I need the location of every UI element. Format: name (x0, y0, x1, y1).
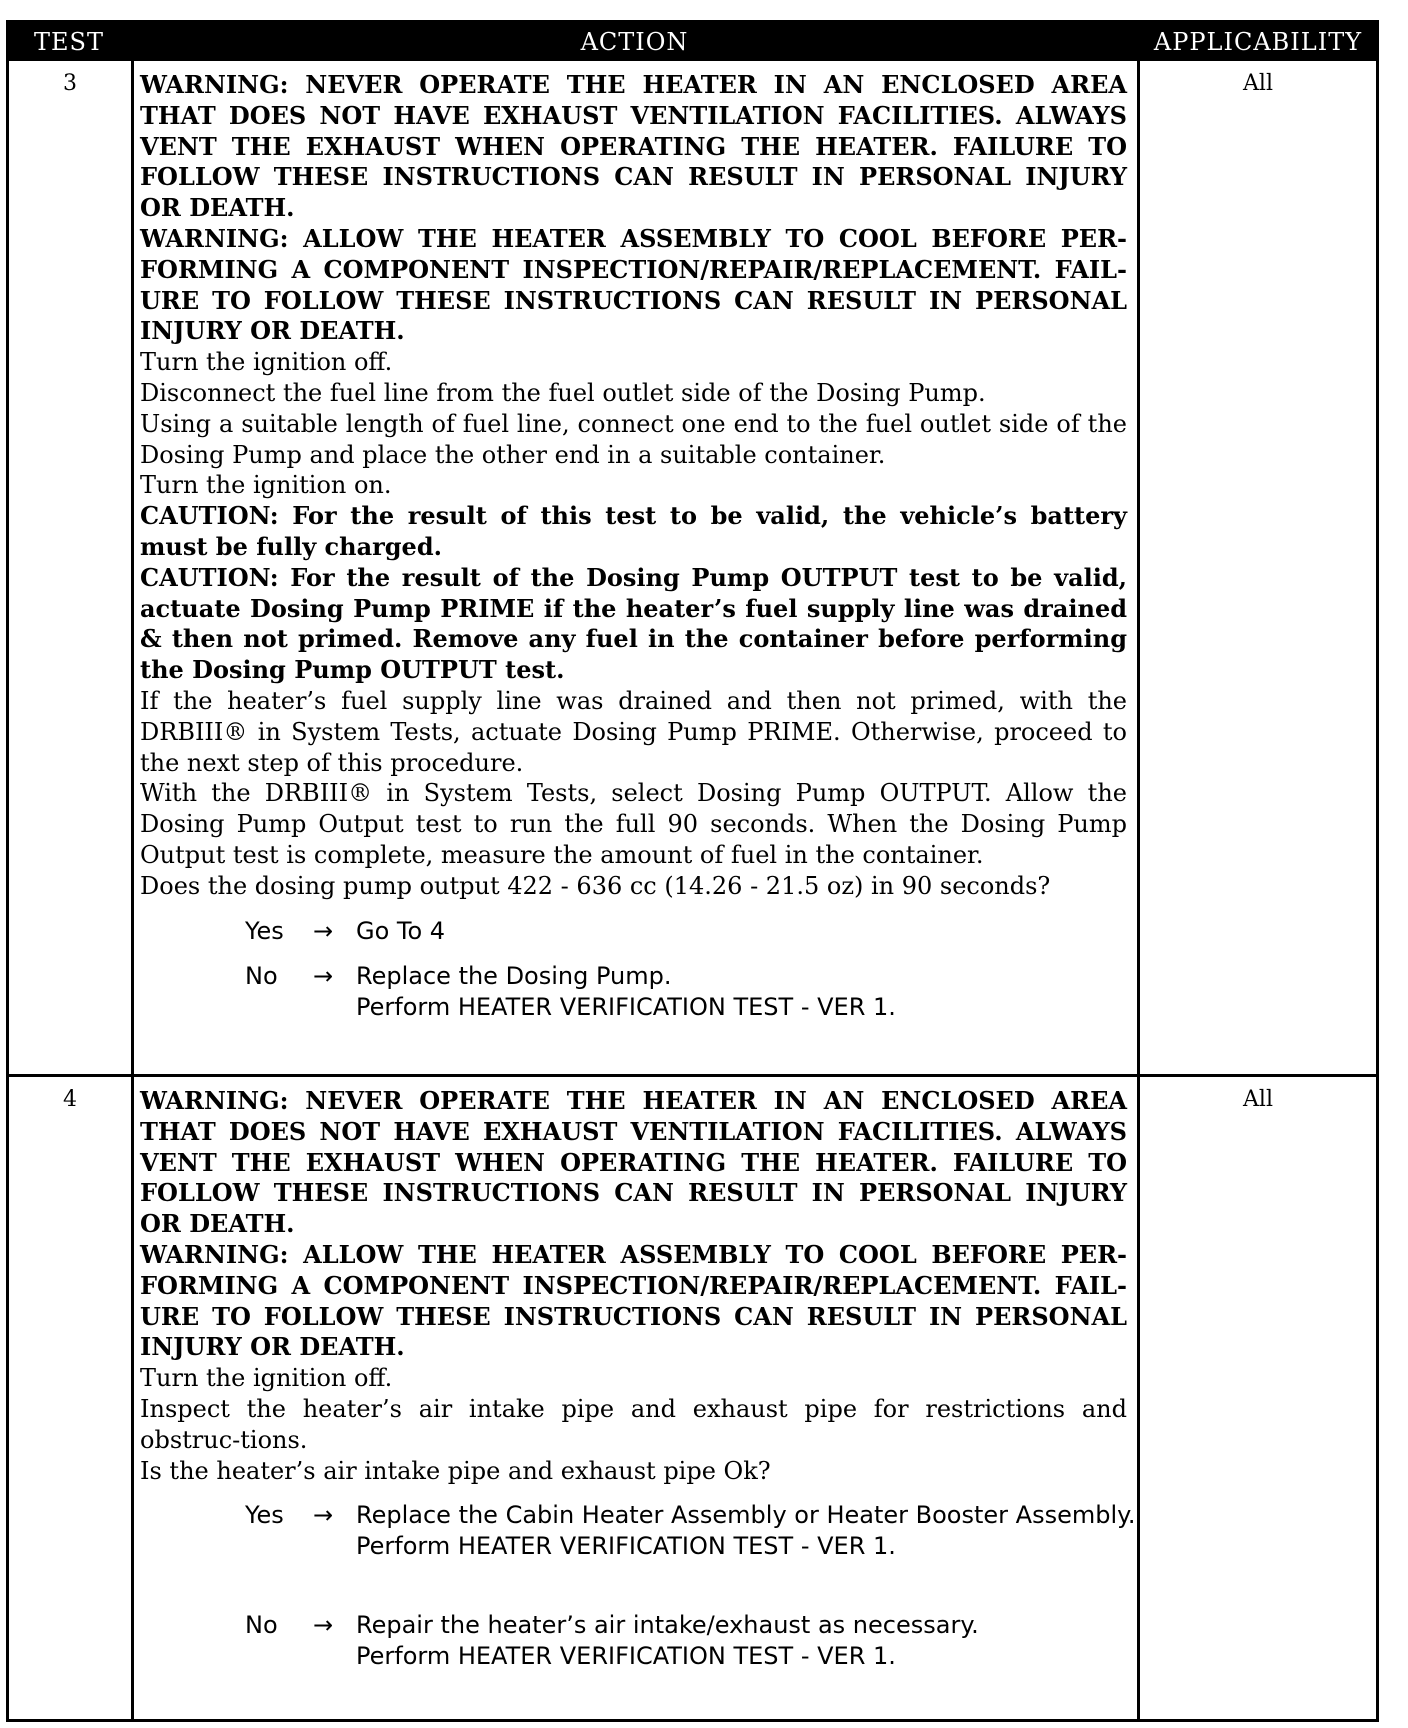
no-answer (140, 1610, 1127, 1641)
no-result: Repair the heater’s air intake/exhaust as necessary. (356, 1611, 979, 1640)
header-action: ACTION (580, 28, 689, 56)
test-action (140, 70, 1127, 1023)
yes-answer (140, 916, 1127, 947)
test-row-4 (9, 1077, 1376, 1719)
test-number: 4 (63, 1087, 77, 1112)
yes-answer (140, 1500, 1136, 1531)
action-paragraph: WARNING: ALLOW THE HEATER ASSEMBLY TO COOL BEFORE PER-FORMING A COMPONENT INSPECTION/REPAIR/REPLACEMENT. FAIL-URE TO FOLLOW THESE INSTRUCTIONS CAN RESULT IN PERSONAL INJURY OR DEATH. (140, 1239, 1127, 1362)
action-paragraph: With the DRBIII® in System Tests, select Dosing Pump OUTPUT. Allow the Dosing Pump Output test to run the full 90 seconds. When the Dosing Pump Output test is complete, measure the amount of fuel in the container. (140, 779, 1127, 869)
arrow-right-icon: → (313, 916, 334, 945)
action-paragraph: If the heater’s fuel supply line was drained and then not primed, with the DRBIII® in System Tests, actuate Dosing Pump PRIME. Otherwise, proceed to the next step of this procedure. (140, 686, 1127, 777)
action-paragraph: Disconnect the fuel line from the fuel outlet side of the Dosing Pump. (140, 378, 986, 407)
no-result: Replace the Dosing Pump. (356, 961, 672, 990)
test-action (140, 1086, 1136, 1672)
action-paragraph: Turn the ignition off. (140, 1364, 393, 1393)
arrow-right-icon: → (313, 1611, 334, 1640)
test-applicability: All (1243, 71, 1273, 96)
action-paragraph: CAUTION: For the result of this test to be valid, the vehicle’s battery must be fully charged. (140, 501, 1127, 561)
no-result: Perform HEATER VERIFICATION TEST - VER 1. (356, 1642, 896, 1671)
no-label: No (245, 961, 278, 990)
no-answer-continued (140, 992, 1127, 1023)
action-paragraph: Using a suitable length of fuel line, connect one end to the fuel outlet side of the Dosing Pump and place the other end in a suitable container. (140, 409, 1127, 469)
table-header (9, 23, 1376, 61)
yes-result: Go To 4 (356, 916, 446, 945)
column-divider (131, 1077, 134, 1719)
yes-result: Perform HEATER VERIFICATION TEST - VER 1. (356, 1532, 896, 1561)
action-paragraph: WARNING: NEVER OPERATE THE HEATER IN AN ENCLOSED AREA THAT DOES NOT HAVE EXHAUST VENTILATION FACILITIES. ALWAYS VENT THE EXHAUST WHEN OPERATING THE HEATER. FAILURE TO FOLLOW THESE INSTRUCTIONS CAN RESULT IN PERSONAL INJURY OR DEATH. (140, 1086, 1127, 1239)
test-row-3 (9, 61, 1376, 1077)
column-divider (1137, 61, 1140, 1074)
action-paragraph: Inspect the heater’s air intake pipe and exhaust pipe for restrictions and obstruc-tions. (140, 1394, 1127, 1454)
action-paragraph: WARNING: NEVER OPERATE THE HEATER IN AN ENCLOSED AREA THAT DOES NOT HAVE EXHAUST VENTILATION FACILITIES. ALWAYS VENT THE EXHAUST WHEN OPERATING THE HEATER. FAILURE TO FOLLOW THESE INSTRUCTIONS CAN RESULT IN PERSONAL INJURY OR DEATH. (140, 70, 1127, 223)
column-divider (131, 61, 134, 1074)
diagnostic-test-table (6, 20, 1379, 1722)
yes-label: Yes (245, 1501, 284, 1530)
no-result: Perform HEATER VERIFICATION TEST - VER 1. (356, 992, 896, 1021)
no-answer-continued (140, 1641, 1127, 1672)
arrow-right-icon: → (313, 1501, 334, 1530)
arrow-right-icon: → (313, 961, 334, 990)
header-test: TEST (34, 28, 104, 56)
column-divider (1137, 1077, 1140, 1719)
test-applicability: All (1243, 1087, 1273, 1112)
action-paragraph: WARNING: ALLOW THE HEATER ASSEMBLY TO COOL BEFORE PER-FORMING A COMPONENT INSPECTION/REPAIR/REPLACEMENT. FAIL-URE TO FOLLOW THESE INSTRUCTIONS CAN RESULT IN PERSONAL INJURY OR DEATH. (140, 223, 1127, 346)
action-paragraph: Does the dosing pump output 422 - 636 cc (14.26 - 21.5 oz) in 90 seconds? (140, 871, 1051, 900)
no-label: No (245, 1611, 278, 1640)
action-paragraph: Turn the ignition on. (140, 471, 392, 500)
header-applicability: APPLICABILITY (1153, 28, 1363, 56)
yes-result: Replace the Cabin Heater Assembly or Heater Booster Assembly. (356, 1501, 1136, 1530)
test-number: 3 (63, 71, 77, 96)
action-paragraph: Turn the ignition off. (140, 348, 393, 377)
action-paragraph: CAUTION: For the result of the Dosing Pump OUTPUT test to be valid, actuate Dosing Pump PRIME if the heater’s fuel supply line was drained & then not primed. Remove any fuel in the container before performing the Dosing Pump OUTPUT test. (140, 562, 1127, 685)
yes-answer-continued (140, 1531, 1127, 1562)
yes-label: Yes (245, 916, 284, 945)
no-answer (140, 961, 1127, 992)
action-paragraph: Is the heater’s air intake pipe and exhaust pipe Ok? (140, 1456, 771, 1485)
